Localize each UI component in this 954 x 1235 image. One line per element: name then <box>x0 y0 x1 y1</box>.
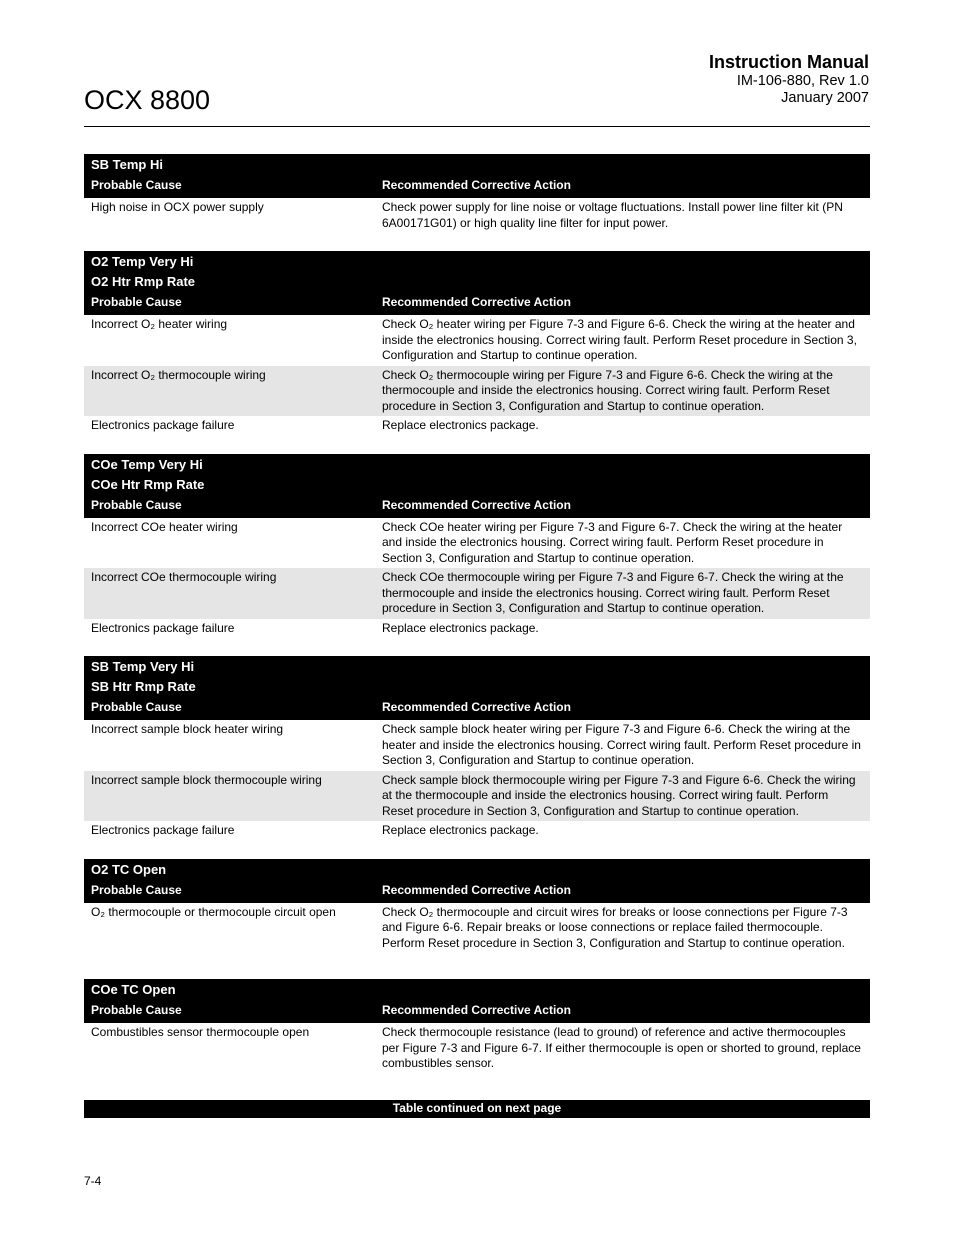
table-row <box>84 1023 870 1082</box>
table-row <box>84 366 870 417</box>
probable-cause-cell: Incorrect COe thermocouple wiring <box>91 570 277 584</box>
troubleshooting-table <box>84 154 870 1118</box>
header-info <box>709 51 869 107</box>
probable-cause-cell: Incorrect O₂ thermocouple wiring <box>91 367 266 382</box>
product-title: OCX 8800 <box>84 85 211 115</box>
alarm-title: COe Temp Very Hi <box>91 456 203 472</box>
table-sections <box>84 154 870 1082</box>
table-row <box>84 903 870 962</box>
corrective-action-header: Recommended Corrective Action <box>382 700 571 714</box>
alarm-section <box>84 979 870 1082</box>
alarm-section <box>84 154 870 233</box>
table-row <box>84 416 870 436</box>
alarm-title: SB Htr Rmp Rate <box>91 679 196 694</box>
column-headers <box>84 291 870 315</box>
column-headers <box>84 879 870 903</box>
page-number: 7-4 <box>84 1174 102 1188</box>
corrective-action-cell: Replace electronics package. <box>382 823 539 837</box>
alarm-title: O2 Htr Rmp Rate <box>91 274 196 289</box>
table-row <box>84 518 870 569</box>
alarm-title: O2 Temp Very Hi <box>91 254 194 269</box>
corrective-action-cell: Check O₂ heater wiring per Figure 7-3 and Figure 6-6. Check the wiring at the heater and inside the electronics housing. Correct wiring fault. Perform Reset procedure in Section 3, Configuration and Startup to continue operation. <box>382 317 857 362</box>
alarm-title: COe TC Open <box>91 982 176 997</box>
section-header <box>84 979 870 1023</box>
probable-cause-header: Probable Cause <box>91 497 182 512</box>
column-headers <box>84 494 870 518</box>
corrective-action-header: Recommended Corrective Action <box>382 178 571 192</box>
corrective-action-cell: Check power supply for line noise or voltage fluctuations. Install power line filter kit (PN 6A00171G01) or high quality line filter for input power. <box>382 200 843 230</box>
column-headers <box>84 999 870 1023</box>
alarm-title: O2 TC Open <box>91 861 167 877</box>
alarm-section <box>84 251 870 436</box>
probable-cause-header: Probable Cause <box>91 1003 182 1017</box>
probable-cause-cell: Combustibles sensor thermocouple open <box>91 1025 310 1039</box>
alarm-section <box>84 859 870 962</box>
corrective-action-cell: Check O₂ thermocouple wiring per Figure 7-3 and Figure 6-6. Check the wiring at the thermocouple and inside the electronics housing. Correct wiring fault. Perform Reset procedure in Section 3, Configuration and Startup to continue operation. <box>382 367 833 413</box>
section-header <box>84 154 870 198</box>
doc-date: January 2007 <box>781 90 869 106</box>
doc-number: IM-106-880, Rev 1.0 <box>736 73 869 89</box>
alarm-title: SB Temp Hi <box>91 157 163 172</box>
alarm-section <box>84 656 870 841</box>
corrective-action-header: Recommended Corrective Action <box>382 1003 571 1017</box>
corrective-action-cell: Check O₂ thermocouple and circuit wires for breaks or loose connections per Figure 7-3 and Figure 6-6. Repair breaks or loose connections or replace failed thermocouple. Perform Reset procedure in Section 3, Configuration and Startup to continue operation. <box>382 904 848 950</box>
corrective-action-cell: Check thermocouple resistance (lead to ground) of reference and active thermocouples per Figure 7-3 and Figure 6-7. If either thermocouple is open or shorted to ground, replace combustibles sensor. <box>382 1025 861 1070</box>
section-header <box>84 454 870 518</box>
probable-cause-cell: Electronics package failure <box>91 620 235 635</box>
column-headers <box>84 696 870 720</box>
probable-cause-header: Probable Cause <box>91 700 182 714</box>
section-header <box>84 656 870 720</box>
probable-cause-cell: Electronics package failure <box>91 418 235 432</box>
table-row <box>84 720 870 771</box>
corrective-action-header: Recommended Corrective Action <box>382 497 571 512</box>
corrective-action-cell: Replace electronics package. <box>382 418 539 432</box>
section-header <box>84 251 870 315</box>
table-row <box>84 568 870 619</box>
probable-cause-cell: High noise in OCX power supply <box>91 200 264 214</box>
probable-cause-cell: Electronics package failure <box>91 823 235 837</box>
alarm-title: COe Htr Rmp Rate <box>91 476 205 492</box>
table-continued-banner: Table continued on next page <box>84 1100 870 1118</box>
probable-cause-cell: Incorrect COe heater wiring <box>91 519 238 534</box>
probable-cause-header: Probable Cause <box>91 178 182 192</box>
table-row <box>84 771 870 822</box>
probable-cause-header: Probable Cause <box>91 882 182 897</box>
probable-cause-cell: Incorrect sample block heater wiring <box>91 722 284 736</box>
section-header <box>84 859 870 903</box>
corrective-action-cell: Replace electronics package. <box>382 620 539 635</box>
corrective-action-cell: Check COe thermocouple wiring per Figure 7-3 and Figure 6-7. Check the wiring at the thermocouple and inside the electronics housing. Correct wiring fault. Perform Reset procedure in Section 3, Configuration and Startup to continue operation. <box>382 570 844 615</box>
alarm-title: SB Temp Very Hi <box>91 659 195 674</box>
alarm-section <box>84 454 870 639</box>
column-headers <box>84 174 870 198</box>
table-row <box>84 198 870 233</box>
corrective-action-header: Recommended Corrective Action <box>382 295 571 309</box>
header-rule <box>84 126 870 127</box>
table-row <box>84 619 870 639</box>
manual-title: Instruction Manual <box>708 52 869 72</box>
table-row <box>84 315 870 366</box>
corrective-action-cell: Check COe heater wiring per Figure 7-3 and Figure 6-7. Check the wiring at the heater and inside the electronics housing. Correct wiring fault. Perform Reset procedure in Section 3, Configuration and Startup to continue operation. <box>382 519 843 565</box>
probable-cause-cell: Incorrect O₂ heater wiring <box>91 317 228 331</box>
corrective-action-cell: Check sample block heater wiring per Figure 7-3 and Figure 6-6. Check the wiring at the heater and inside the electronics housing. Correct wiring fault. Perform Reset procedure in Section 3, Configuration and Startup to continue operation. <box>382 722 861 767</box>
corrective-action-cell: Check sample block thermocouple wiring per Figure 7-3 and Figure 6-6. Check the wiring at the thermocouple and inside the electronics housing. Correct wiring fault. Perform Reset procedure in Section 3, Configuration and Startup to continue operation. <box>382 772 856 818</box>
probable-cause-cell: Incorrect sample block thermocouple wiring <box>91 772 322 787</box>
probable-cause-cell: O₂ thermocouple or thermocouple circuit open <box>91 904 336 919</box>
probable-cause-header: Probable Cause <box>91 295 182 309</box>
table-row <box>84 821 870 841</box>
corrective-action-header: Recommended Corrective Action <box>382 882 571 897</box>
